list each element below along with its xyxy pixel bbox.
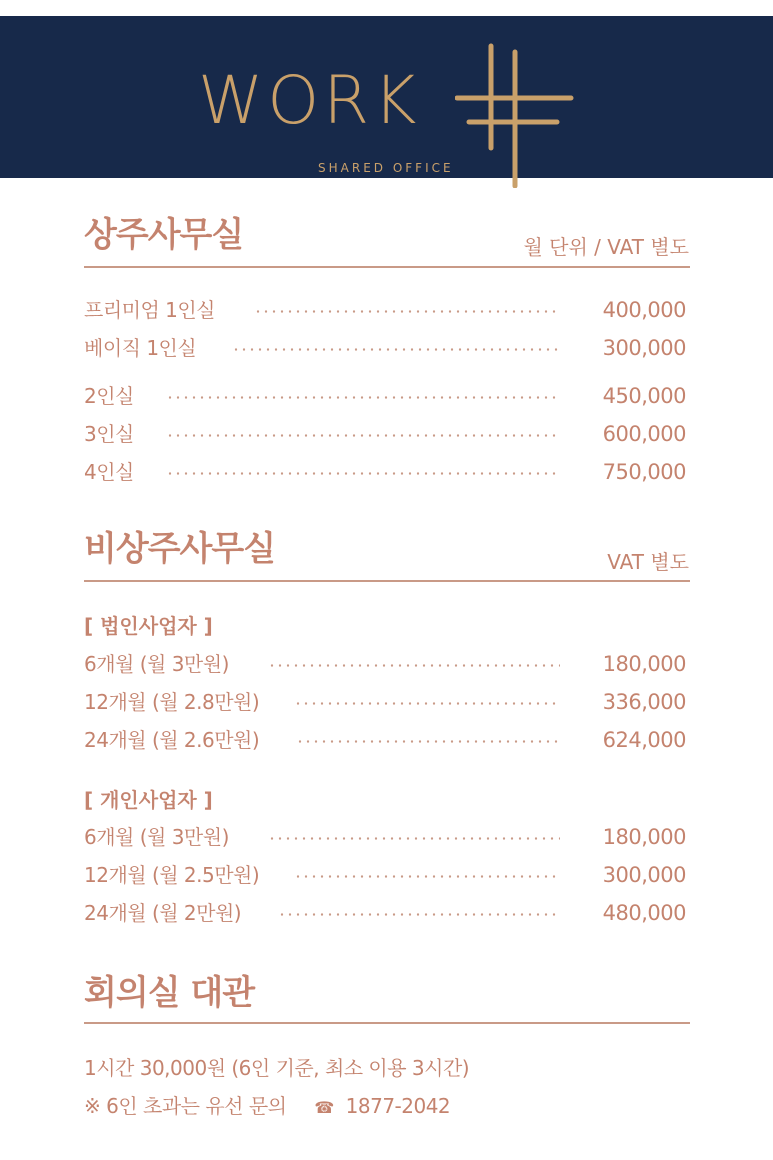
price-row [84, 296, 686, 324]
dot-leader [294, 875, 560, 878]
dot-leader [166, 434, 560, 437]
item-label: 베이직 1인실 [84, 336, 197, 360]
item-label: 4인실 [84, 460, 134, 484]
item-label: 6개월 (월 3만원) [84, 825, 229, 849]
phone-icon: ☎ [314, 1098, 334, 1117]
meeting-room-rate: 1시간 30,000원 (6인 기준, 최소 이용 3시간) [84, 1056, 470, 1080]
item-label: 12개월 (월 2.5만원) [84, 863, 260, 887]
item-price: 300,000 [602, 336, 686, 360]
section-note-virtual: VAT 별도 [607, 550, 689, 574]
section-note-resident: 월 단위 / VAT 별도 [523, 235, 689, 259]
dot-leader [294, 702, 560, 705]
price-row [84, 420, 686, 448]
price-row [84, 458, 686, 486]
item-price: 450,000 [602, 384, 686, 408]
item-label: 24개월 (월 2.6만원) [84, 728, 260, 752]
item-price: 750,000 [602, 460, 686, 484]
logo-tagline: SHARED OFFICE [318, 161, 454, 175]
price-row [84, 726, 686, 754]
item-price: 180,000 [602, 825, 686, 849]
group-heading-corporate: [ 법인사업자 ] [84, 614, 213, 638]
divider [84, 1022, 690, 1024]
phone-number[interactable]: 1877-2042 [345, 1094, 451, 1118]
dot-leader [268, 664, 560, 667]
meeting-room-contact [84, 1092, 450, 1122]
divider [84, 580, 690, 582]
item-price: 336,000 [602, 690, 686, 714]
dot-leader [232, 348, 560, 351]
divider [84, 266, 690, 268]
item-price: 480,000 [602, 901, 686, 925]
dot-leader [268, 837, 560, 840]
dot-leader [166, 472, 560, 475]
dot-leader [296, 740, 560, 743]
dot-leader [278, 913, 560, 916]
logo-hash-icon [455, 40, 579, 188]
item-label: 3인실 [84, 422, 134, 446]
item-label: 2인실 [84, 384, 134, 408]
section-title-virtual: 비상주사무실 [84, 529, 276, 569]
item-price: 400,000 [602, 298, 686, 322]
brand-header [0, 16, 773, 178]
logo-wordmark: WORK [198, 62, 421, 139]
item-label: 24개월 (월 2만원) [84, 901, 242, 925]
price-row [84, 823, 686, 851]
item-label: 12개월 (월 2.8만원) [84, 690, 260, 714]
section-title-meeting-room: 회의실 대관 [84, 973, 255, 1013]
price-row [84, 382, 686, 410]
item-label: 6개월 (월 3만원) [84, 652, 229, 676]
item-price: 300,000 [602, 863, 686, 887]
item-label: 프리미엄 1인실 [84, 298, 216, 322]
group-heading-individual: [ 개인사업자 ] [84, 788, 213, 812]
section-title-resident: 상주사무실 [84, 215, 244, 255]
price-row [84, 688, 686, 716]
dot-leader [254, 310, 560, 313]
price-row [84, 899, 686, 927]
item-price: 180,000 [602, 652, 686, 676]
top-margin [0, 0, 773, 16]
price-row [84, 861, 686, 889]
item-price: 600,000 [602, 422, 686, 446]
contact-note: ※ 6인 초과는 유선 문의 [84, 1094, 287, 1118]
price-row [84, 334, 686, 362]
item-price: 624,000 [602, 728, 686, 752]
price-row [84, 650, 686, 678]
dot-leader [166, 396, 560, 399]
